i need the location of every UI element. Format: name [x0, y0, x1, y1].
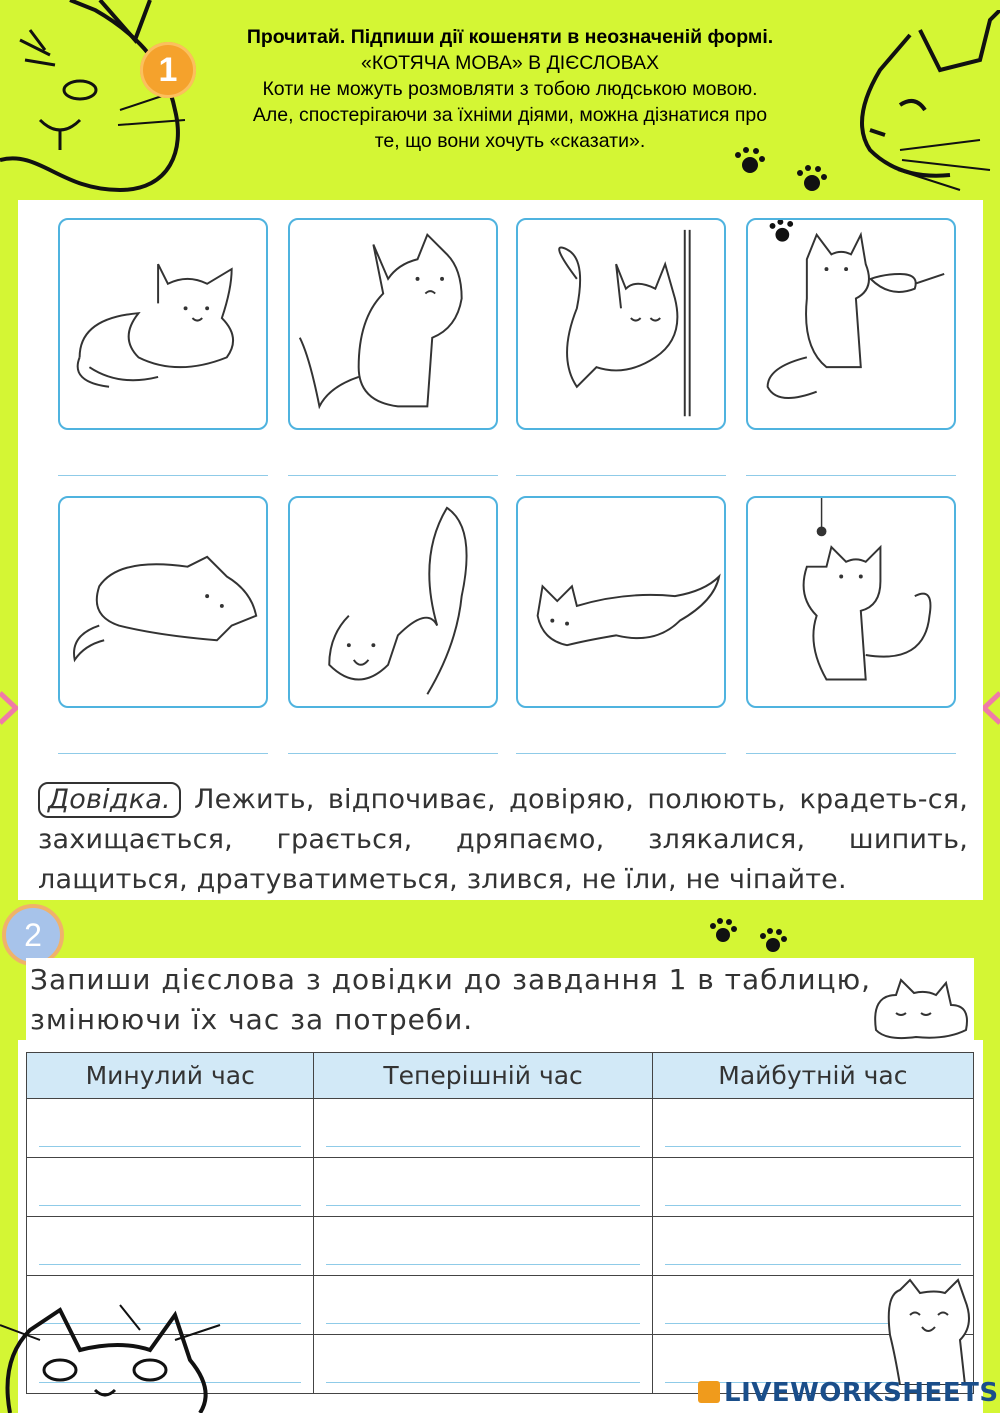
- table-cell[interactable]: [27, 1099, 314, 1158]
- task1-header: [190, 24, 830, 154]
- column-future: Майбутній час: [652, 1053, 973, 1099]
- table-cell[interactable]: [27, 1158, 314, 1217]
- cat-face-top-right-icon: [840, 10, 1000, 200]
- answer-line-1[interactable]: [58, 475, 268, 476]
- right-pink-marker-icon: [980, 688, 1000, 728]
- cat-playing-icon: [290, 498, 496, 706]
- table-cell[interactable]: [314, 1158, 652, 1217]
- task1-text-line3: те, що вони хочуть «сказати».: [374, 130, 646, 152]
- task2-number-badge: 2: [2, 904, 64, 966]
- task1-number-badge: 1: [140, 42, 196, 98]
- answer-line-6[interactable]: [288, 753, 498, 754]
- liveworksheets-logo-icon: [698, 1381, 720, 1403]
- cat-rubbing-icon: [518, 220, 724, 428]
- liveworksheets-brand: [698, 1378, 999, 1408]
- answer-line-5[interactable]: [58, 753, 268, 754]
- picture-frame-2: [288, 218, 498, 430]
- reference-words: Лежить, відпочиває, довіряю, полюють, крадеть-ся, захищається, грається, дряпаємо, злякалися, шипить, лащиться, дратуватиметься, злився, не їли, не чіпайте.: [38, 784, 968, 895]
- reference-box: [38, 780, 968, 900]
- task2-instruction: Запиши дієслова з довідки до завдання 1 в таблицю, змінюючи їх час за потреби.: [26, 958, 974, 1042]
- task1-text-line1: Коти не можуть розмовляти з тобою людською мовою.: [262, 78, 758, 100]
- cat-face-bottom-left-icon: [0, 1300, 230, 1413]
- table-cell[interactable]: [27, 1217, 314, 1276]
- task1-instruction: Прочитай. Підпиши дії кошеняти в неозначеній формі.: [246, 26, 774, 48]
- answer-line-4[interactable]: [746, 475, 956, 476]
- cat-lying-icon: [60, 220, 266, 428]
- table-cell[interactable]: [652, 1158, 973, 1217]
- task1-text-line2: Але, спостерігаючи за їхніми діями, можна дізнатися про: [252, 104, 768, 126]
- table-row: [27, 1158, 974, 1217]
- column-past: Минулий час: [27, 1053, 314, 1099]
- picture-frame-5: [58, 496, 268, 708]
- table-cell[interactable]: [652, 1217, 973, 1276]
- picture-frame-8: [746, 496, 956, 708]
- table-cell[interactable]: [314, 1276, 652, 1335]
- answer-line-2[interactable]: [288, 475, 498, 476]
- paw-prints-2-icon: [705, 915, 795, 960]
- left-pink-marker-icon: [0, 688, 20, 728]
- cat-sitting-icon: [290, 220, 496, 428]
- table-cell[interactable]: [314, 1217, 652, 1276]
- picture-frame-1: [58, 218, 268, 430]
- cat-sneaking-icon: [518, 498, 724, 706]
- cat-face-top-left-icon: [0, 0, 190, 200]
- happy-cat-icon: [880, 1275, 980, 1385]
- picture-frame-4: [746, 218, 956, 430]
- table-row: [27, 1217, 974, 1276]
- table-cell[interactable]: [314, 1335, 652, 1394]
- brand-text: LIVEWORKSHEETS: [724, 1378, 999, 1408]
- cat-rolling-icon: [60, 498, 266, 706]
- table-cell[interactable]: [652, 1099, 973, 1158]
- task1-title: «КОТЯЧА МОВА» В ДІЄСЛОВАХ: [360, 52, 659, 74]
- sleeping-cat-icon: [866, 975, 976, 1045]
- column-present: Теперішній час: [314, 1053, 652, 1099]
- answer-line-8[interactable]: [746, 753, 956, 754]
- reference-label: Довідка.: [38, 782, 181, 818]
- picture-frame-6: [288, 496, 498, 708]
- picture-frame-3: [516, 218, 726, 430]
- answer-line-3[interactable]: [516, 475, 726, 476]
- answer-line-7[interactable]: [516, 753, 726, 754]
- cat-hunting-toy-icon: [748, 498, 954, 706]
- table-cell[interactable]: [314, 1099, 652, 1158]
- picture-frame-7: [516, 496, 726, 708]
- cat-food-bowl-icon: [748, 220, 954, 428]
- table-row: [27, 1099, 974, 1158]
